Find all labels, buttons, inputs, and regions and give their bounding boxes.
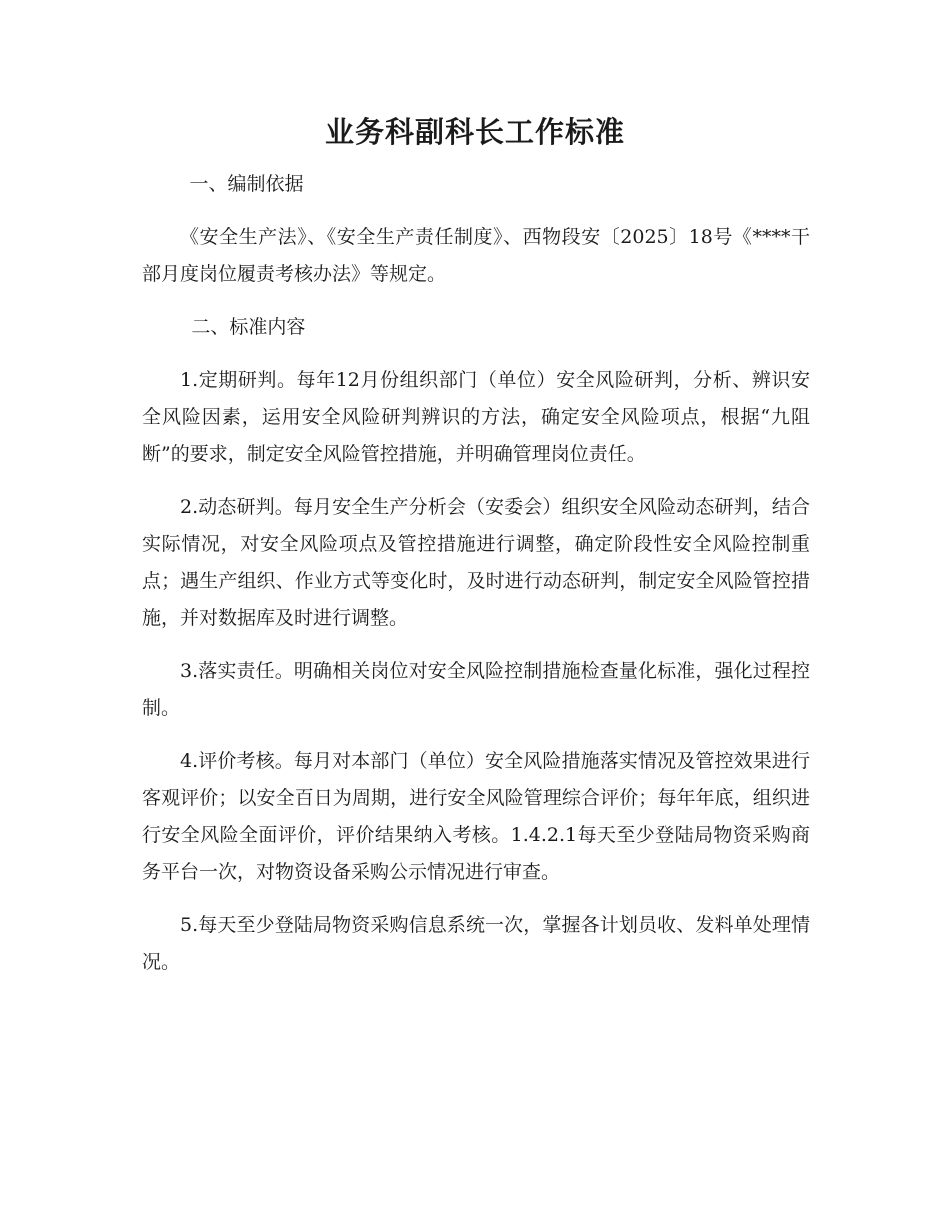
basis-paragraph: 《安全生产法》、《安全生产责任制度》、西物段安〔2025〕18号《****干部月度岗位履责考核办法》等规定。 [142,226,810,285]
section-heading-content: 二、标准内容 [191,316,306,338]
standard-item-1: 1.定期研判。每年12月份组织部门（单位）安全风险研判，分析、辨识安全风险因素，运用安全风险研判辨识的方法，确定安全风险项点，根据“九阻断”的要求，制定安全风险管控措施，并明确管理岗位责任。 [142,369,810,465]
document-body [142,166,810,981]
standard-item-4: 4.评价考核。每月对本部门（单位）安全风险措施落实情况及管控效果进行客观评价；以安全百日为周期，进行安全风险管理综合评价；每年年底，组织进行安全风险全面评价，评价结果纳入考核。1.4.2.1每天至少登陆局物资采购商务平台一次，对物资设备采购公示情况进行审查。 [142,750,810,883]
section-heading-basis: 一、编制依据 [189,173,304,195]
standard-item-2: 2.动态研判。每月安全生产分析会（安委会）组织安全风险动态研判，结合实际情况，对安全风险项点及管控措施进行调整，确定阶段性安全风险控制重点；遇生产组织、作业方式等变化时，及时进行动态研判，制定安全风险管控措施，并对数据库及时进行调整。 [142,496,810,629]
standard-item-5: 5.每天至少登陆局物资采购信息系统一次，掌握各计划员收、发料单处理情况。 [142,914,810,973]
document-title: 业务科副科长工作标准 [324,115,625,149]
standard-item-3: 3.落实责任。明确相关岗位对安全风险控制措施检查量化标准，强化过程控制。 [142,660,810,719]
